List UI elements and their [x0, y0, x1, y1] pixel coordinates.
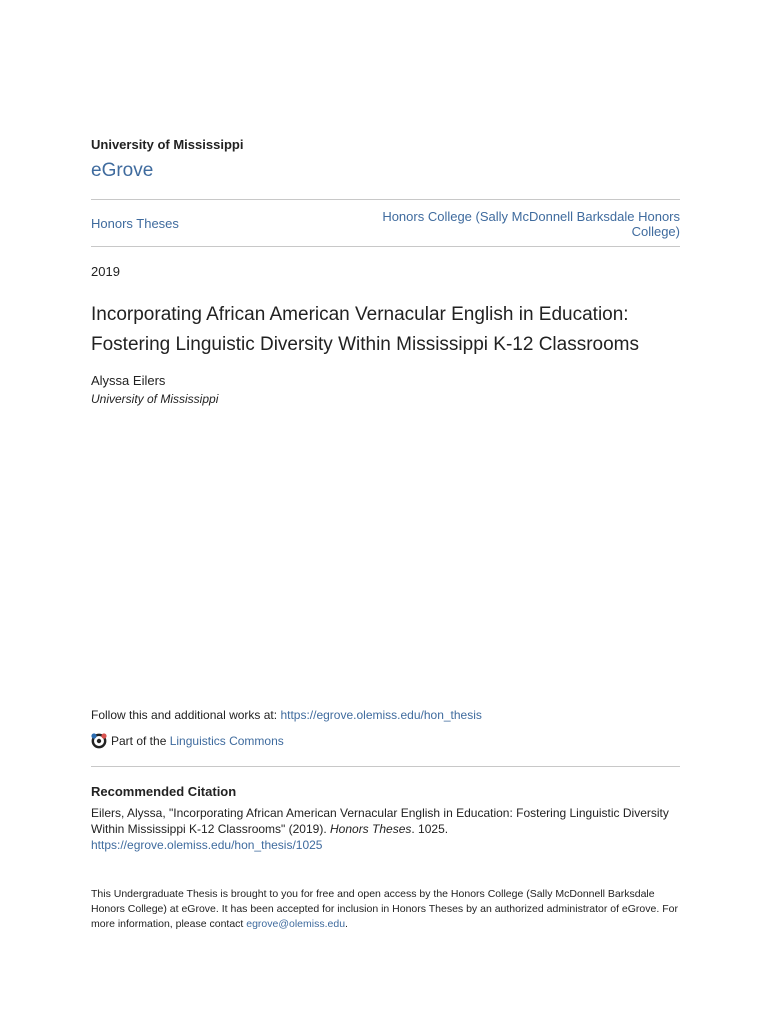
notice-body: This Undergraduate Thesis is brought to you for free and open access by the Honors College (Sally McDonnell Barksdale Honors College) at eGrove. It has been accepted for inclusion in Honors Theses by an authorized administrator of eGrove. For more information, please contact [91, 888, 678, 930]
part-of-prefix: Part of the [111, 734, 170, 748]
author-name: Alyssa Eilers [91, 373, 166, 388]
citation-number: . 1025. [411, 822, 449, 836]
divider-bottom [91, 246, 680, 247]
citation-text [91, 805, 680, 853]
institution-name: University of Mississippi [91, 137, 244, 152]
linguistics-commons-link[interactable]: Linguistics Commons [169, 734, 284, 748]
follow-url-link[interactable]: https://egrove.olemiss.edu/hon_thesis [280, 708, 482, 722]
divider-citation [91, 766, 680, 767]
citation-body: Eilers, Alyssa, "Incorporating African American Vernacular English in Education: Fostering Linguistic Diversity Within Mississippi K-12 Classrooms" (2019). [91, 806, 669, 836]
series-link[interactable]: Honors Theses [91, 216, 179, 231]
divider-top [91, 199, 680, 200]
recommended-citation-heading: Recommended Citation [91, 784, 237, 799]
department-link[interactable]: Honors College (Sally McDonnell Barksdale Honors College) [382, 209, 680, 239]
access-notice [91, 887, 680, 932]
repository-link[interactable]: eGrove [91, 160, 154, 181]
citation-series: Honors Theses [330, 822, 412, 836]
thesis-title: Incorporating African American Vernacular English in Education: Fostering Linguistic Diversity Within Mississippi K-12 Classrooms [91, 304, 639, 355]
digital-commons-network-icon [91, 733, 107, 749]
cover-page [91, 0, 680, 1024]
follow-line [91, 708, 482, 722]
part-of-line [91, 733, 284, 749]
notice-end: . [345, 918, 348, 930]
citation-url-link[interactable]: https://egrove.olemiss.edu/hon_thesis/1025 [91, 838, 323, 852]
contact-email-link[interactable]: egrove@olemiss.edu [246, 918, 346, 930]
publication-year: 2019 [91, 264, 120, 279]
follow-prefix: Follow this and additional works at: [91, 708, 281, 722]
author-affiliation: University of Mississippi [91, 392, 219, 406]
